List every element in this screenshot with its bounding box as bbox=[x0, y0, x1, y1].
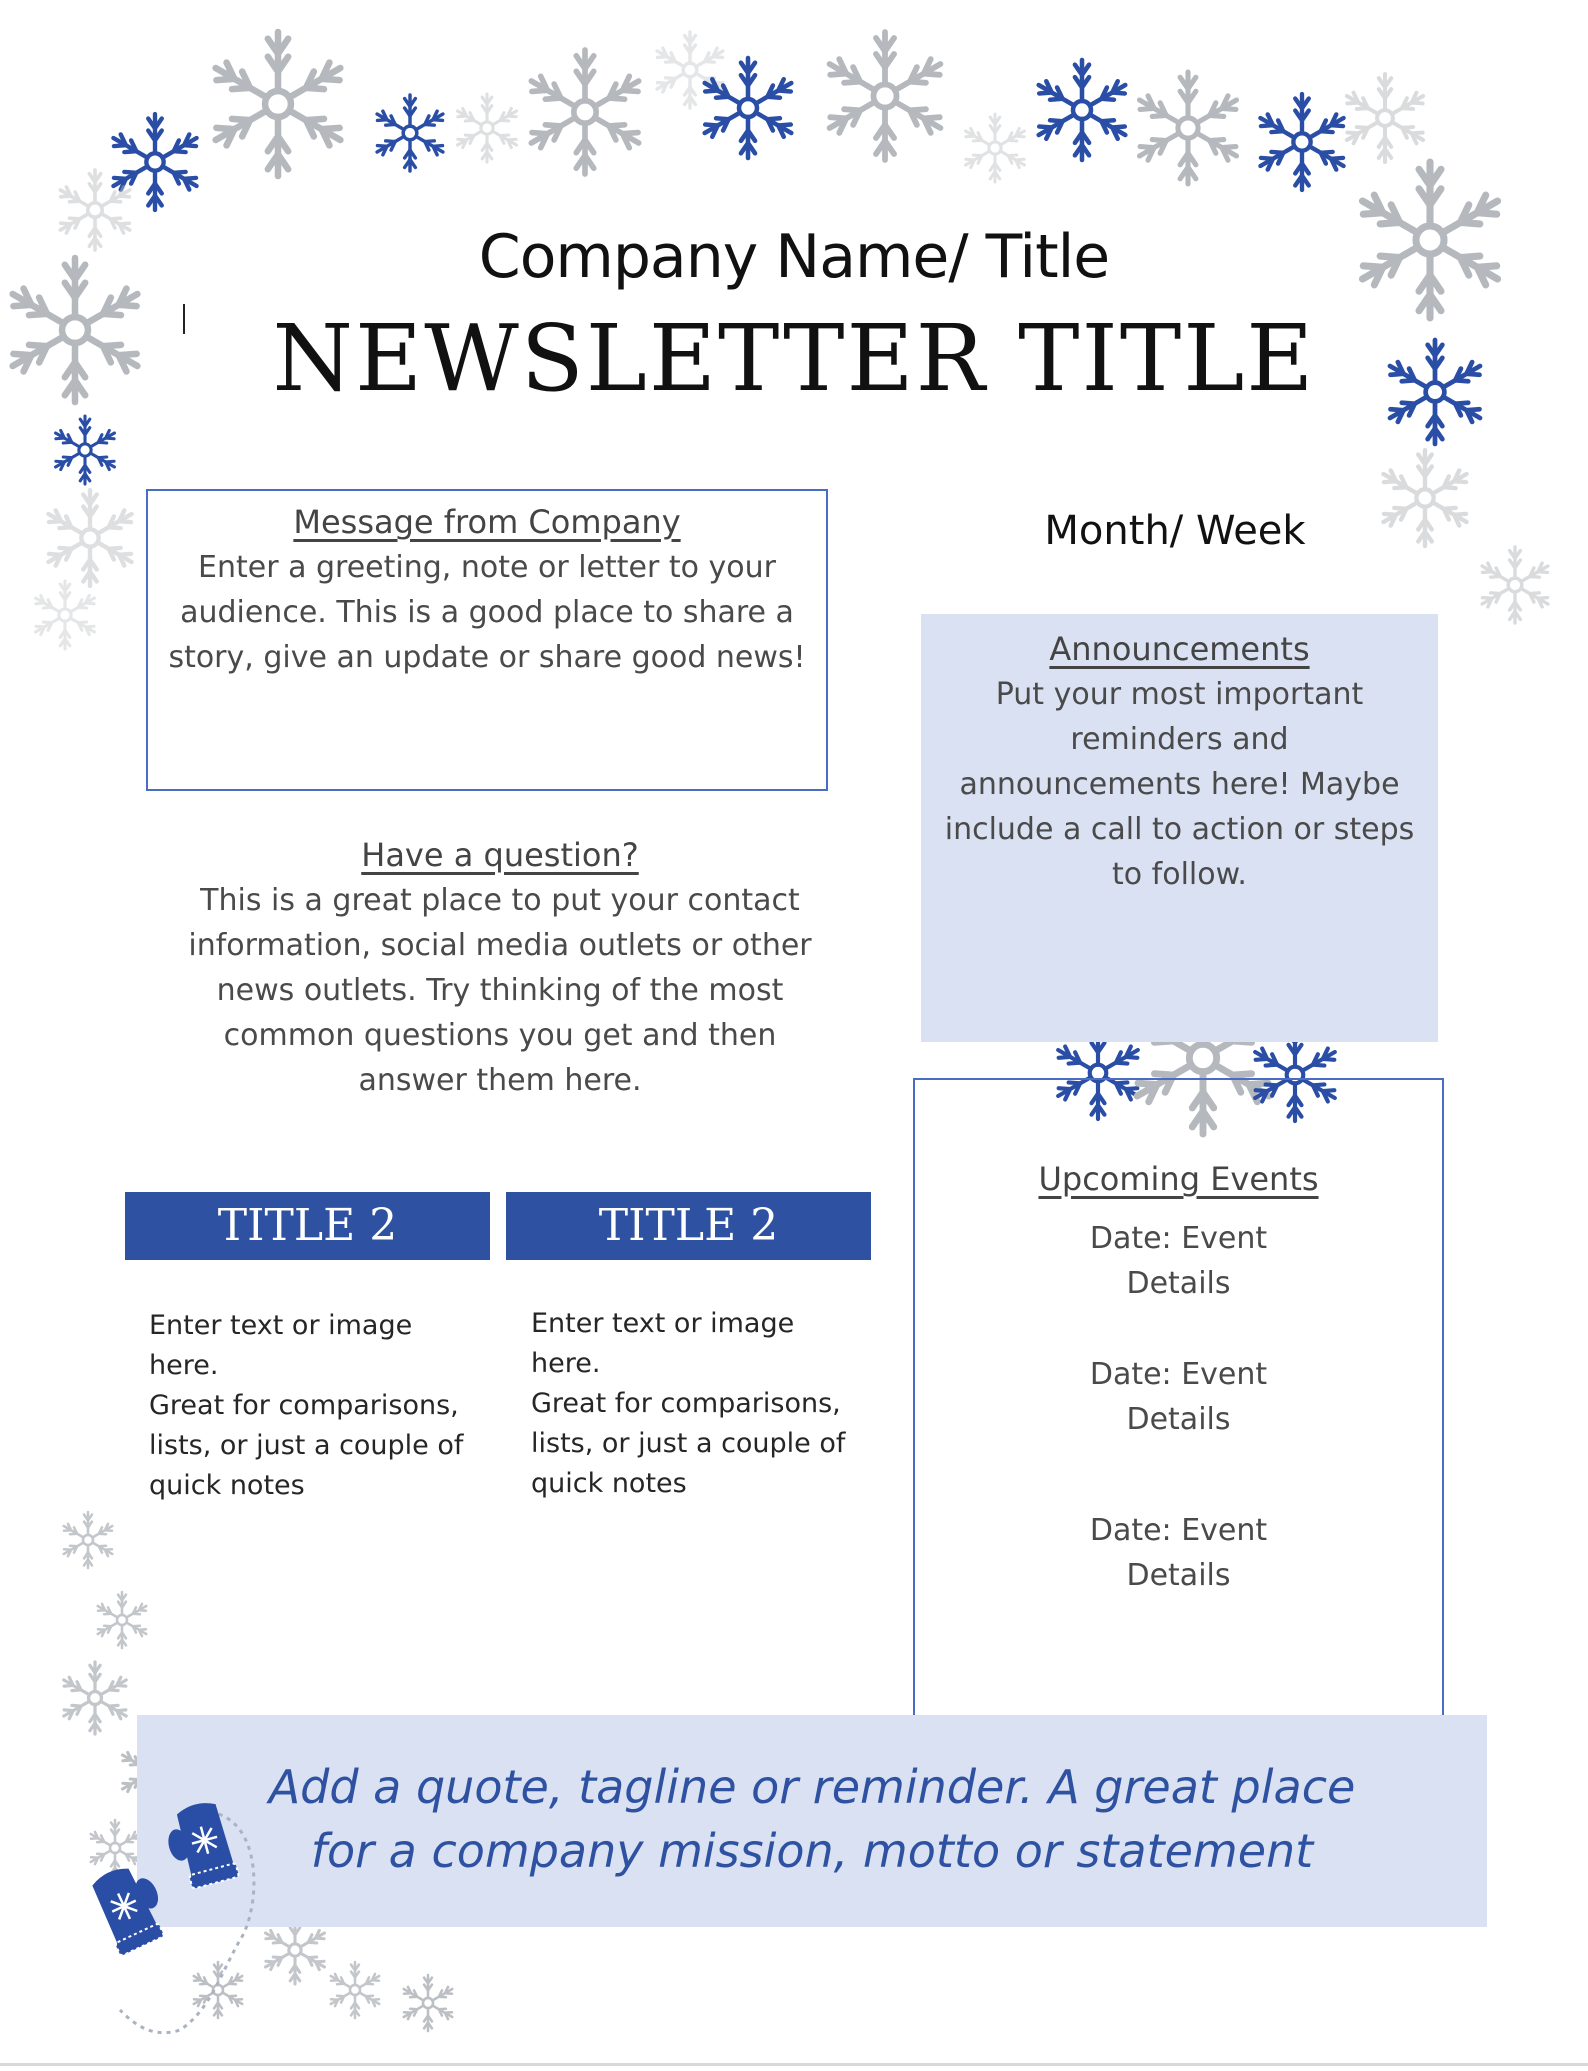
quote-line: for a company mission, motto or statement bbox=[310, 1824, 1314, 1878]
column-text-2[interactable] bbox=[531, 1304, 871, 1504]
snowflake-icon bbox=[331, 1962, 379, 2018]
snowflake-icon bbox=[830, 32, 941, 160]
message-line: Enter a greeting, note or letter to your bbox=[198, 550, 776, 585]
announcements-heading: Announcements bbox=[1049, 630, 1310, 668]
message-line: story, give an update or share good news! bbox=[168, 640, 806, 675]
question-section[interactable] bbox=[160, 836, 840, 1103]
event-date: Date: Event bbox=[1089, 1357, 1268, 1392]
event-item bbox=[915, 1352, 1442, 1442]
column-title-2[interactable]: TITLE 2 bbox=[506, 1192, 871, 1260]
snowflake-icon bbox=[377, 95, 443, 171]
snowflake-icon bbox=[216, 32, 341, 176]
snowflake-icon bbox=[1039, 60, 1126, 160]
announcements-line: announcements here! Maybe bbox=[959, 767, 1400, 802]
column-line: quick notes bbox=[149, 1470, 305, 1501]
question-line: news outlets. Try thinking of the most bbox=[216, 973, 784, 1008]
column-line: Enter text or image here. bbox=[531, 1308, 795, 1379]
message-heading: Message from Company bbox=[293, 503, 681, 541]
snowflake-icon bbox=[1140, 72, 1237, 184]
snowflake-icon bbox=[56, 416, 115, 484]
event-details: Details bbox=[1126, 1266, 1231, 1301]
announcements-line: reminders and bbox=[1070, 722, 1289, 757]
snowflake-icon bbox=[64, 1512, 112, 1568]
snowflake-icon bbox=[64, 1662, 126, 1734]
column-text-1[interactable] bbox=[149, 1306, 489, 1506]
quote-line: Add a quote, tagline or reminder. A great place bbox=[268, 1760, 1356, 1814]
month-week[interactable]: Month/ Week bbox=[1044, 508, 1306, 554]
column-title-1[interactable]: TITLE 2 bbox=[125, 1192, 490, 1260]
snowflake-icon bbox=[1482, 547, 1548, 623]
snowflake-icon bbox=[404, 1975, 452, 2031]
snowflake-icon bbox=[36, 581, 95, 649]
snowflake-icon bbox=[1260, 94, 1343, 190]
snowflake-icon bbox=[966, 114, 1025, 182]
question-line: common questions you get and then bbox=[223, 1018, 777, 1053]
mittens-icon bbox=[60, 1790, 280, 2050]
event-item bbox=[915, 1508, 1442, 1598]
question-line: answer them here. bbox=[358, 1063, 642, 1098]
snowflake-icon bbox=[98, 1592, 146, 1648]
event-date: Date: Event bbox=[1089, 1221, 1268, 1256]
quote-text[interactable] bbox=[137, 1755, 1487, 1883]
message-box[interactable] bbox=[146, 489, 828, 791]
snowflake-icon bbox=[1347, 74, 1423, 162]
column-line: lists, or just a couple of bbox=[149, 1430, 464, 1461]
announcements-line: Put your most important bbox=[995, 677, 1364, 712]
snowflake-icon bbox=[657, 32, 723, 108]
announcements-box[interactable] bbox=[921, 614, 1438, 1042]
event-item bbox=[915, 1216, 1442, 1306]
event-date: Date: Event bbox=[1089, 1513, 1268, 1548]
announcements-line: to follow. bbox=[1112, 857, 1247, 892]
event-details: Details bbox=[1126, 1402, 1231, 1437]
event-details: Details bbox=[1126, 1558, 1231, 1593]
page-bottom-border bbox=[0, 2063, 1588, 2066]
question-heading: Have a question? bbox=[361, 836, 639, 874]
column-line: lists, or just a couple of bbox=[531, 1428, 846, 1459]
message-line: audience. This is a good place to share a bbox=[180, 595, 794, 630]
snowflake-icon bbox=[458, 94, 517, 162]
question-line: information, social media outlets or other bbox=[188, 928, 812, 963]
snowflake-icon bbox=[705, 58, 792, 158]
company-name[interactable]: Company Name/ Title bbox=[478, 222, 1110, 292]
column-line: Enter text or image here. bbox=[149, 1310, 413, 1381]
events-heading: Upcoming Events bbox=[1038, 1160, 1319, 1198]
column-line: quick notes bbox=[531, 1468, 687, 1499]
snowflake-icon bbox=[48, 490, 131, 586]
announcements-line: include a call to action or steps bbox=[944, 812, 1415, 847]
newsletter-title[interactable]: NEWSLETTER TITLE bbox=[272, 305, 1316, 412]
column-line: Great for comparisons, bbox=[531, 1388, 841, 1419]
question-line: This is a great place to put your contact bbox=[200, 883, 800, 918]
snowflake-icon bbox=[531, 50, 638, 174]
upcoming-events-box[interactable] bbox=[913, 1078, 1444, 1727]
column-line: Great for comparisons, bbox=[149, 1390, 459, 1421]
